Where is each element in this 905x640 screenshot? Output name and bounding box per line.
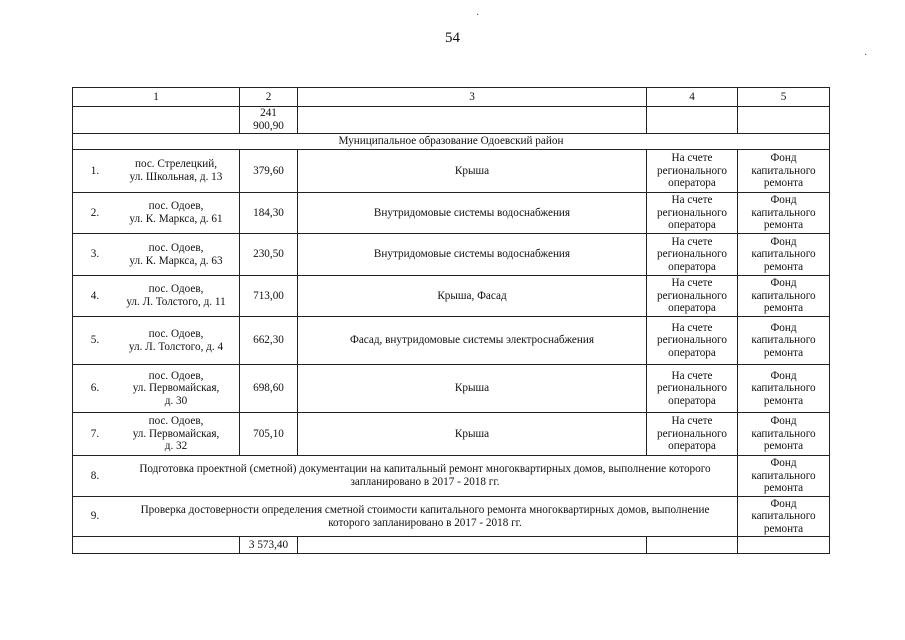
account-cell: На счете регионального оператора: [647, 193, 738, 234]
special-text: Подготовка проектной (сметной) документации на капитальный ремонт многоквартирных домов, выполнение которого запланировано в 2017 - 2018 гг.: [139, 463, 711, 488]
amount: 662,30: [240, 317, 298, 365]
work-type: Фасад, внутридомовые системы электроснабжения: [298, 317, 647, 365]
address-cell: [73, 276, 240, 317]
address-cell: [73, 150, 240, 193]
address: пос. Одоев, ул. Первомайская, д. 30: [132, 369, 220, 407]
section-row: [73, 134, 830, 150]
address-cell: [73, 413, 240, 456]
special-row: [73, 497, 830, 537]
special-text: Проверка достоверности определения сметной стоимости капитального ремонта многоквартирных домов, выполнение которого запланировано в 2017 - 2018 гг.: [140, 503, 710, 529]
row-number: 4.: [90, 289, 100, 302]
table-row: [73, 365, 830, 413]
header-cell: 4: [647, 88, 738, 107]
work-type: Крыша: [298, 365, 647, 413]
header-cell: 1: [73, 88, 240, 107]
header-cell: 5: [738, 88, 830, 107]
table-row: [73, 193, 830, 234]
amount: 698,60: [240, 365, 298, 413]
works-table: [72, 87, 830, 554]
work-type: Крыша: [298, 150, 647, 193]
funding-source: Фонд капитального ремонта: [738, 497, 830, 537]
address: пос. Одоев, ул. Л. Толстого, д. 11: [126, 283, 226, 308]
work-type: Внутридомовые системы водоснабжения: [298, 234, 647, 276]
amount: 230,50: [240, 234, 298, 276]
row-number: 1.: [90, 164, 100, 177]
account-cell: На счете регионального оператора: [647, 413, 738, 456]
address: пос. Стрелецкий, ул. Школьная, д. 13: [129, 158, 223, 183]
funding-source: Фонд капитального ремонта: [738, 413, 830, 456]
address: пос. Одоев, ул. Л. Толстого, д. 4: [128, 327, 224, 353]
row-number: 8.: [90, 469, 100, 482]
funding-source: Фонд капитального ремонта: [738, 276, 830, 317]
address-cell: [73, 234, 240, 276]
empty-cell: [647, 537, 738, 554]
work-type: Крыша, Фасад: [298, 276, 647, 317]
table-row: [73, 234, 830, 276]
work-type: Внутридомовые системы водоснабжения: [298, 193, 647, 234]
account-cell: На счете регионального оператора: [647, 317, 738, 365]
table-row: [73, 413, 830, 456]
special-row: [73, 456, 830, 497]
scan-speck: ·: [864, 50, 868, 61]
account-cell: На счете регионального оператора: [647, 150, 738, 193]
section-title: Муниципальное образование Одоевский район: [73, 134, 830, 150]
address-cell: [73, 317, 240, 365]
funding-source: Фонд капитального ремонта: [738, 193, 830, 234]
amount: 379,60: [240, 150, 298, 193]
empty-cell: [298, 107, 647, 134]
header-cell: 2: [240, 88, 298, 107]
row-number: 5.: [90, 334, 100, 347]
amount: 713,00: [240, 276, 298, 317]
total-amount: 3 573,40: [240, 537, 298, 554]
funding-source: Фонд капитального ремонта: [738, 456, 830, 497]
special-cell: [73, 497, 738, 537]
address-cell: [73, 365, 240, 413]
funding-source: Фонд капитального ремонта: [738, 365, 830, 413]
funding-source: Фонд капитального ремонта: [738, 150, 830, 193]
amount: 184,30: [240, 193, 298, 234]
work-type: Крыша: [298, 413, 647, 456]
row-number: 6.: [90, 382, 100, 395]
total-row: [73, 537, 830, 554]
row-number: 7.: [90, 427, 100, 440]
account-cell: На счете регионального оператора: [647, 234, 738, 276]
address-cell: [73, 193, 240, 234]
empty-cell: [73, 537, 240, 554]
empty-cell: [298, 537, 647, 554]
page-number: 54: [445, 30, 460, 46]
table-row: [73, 317, 830, 365]
table-row: [73, 150, 830, 193]
scan-speck: ·: [476, 10, 480, 21]
header-row: [73, 88, 830, 107]
address: пос. Одоев, ул. К. Маркса, д. 61: [129, 200, 223, 225]
account-cell: На счете регионального оператора: [647, 365, 738, 413]
empty-cell: [647, 107, 738, 134]
empty-cell: [738, 537, 830, 554]
address: пос. Одоев, ул. Первомайская, д. 32: [132, 415, 220, 453]
row-number: 3.: [90, 248, 100, 261]
address: пос. Одоев, ул. К. Маркса, д. 63: [129, 241, 223, 267]
carry-over-amount: 241 900,90: [240, 107, 298, 134]
funding-source: Фонд капитального ремонта: [738, 234, 830, 276]
row-number: 2.: [90, 206, 100, 219]
amount: 705,10: [240, 413, 298, 456]
header-cell: 3: [298, 88, 647, 107]
row-number: 9.: [90, 510, 100, 523]
empty-cell: [73, 107, 240, 134]
carry-over-row: [73, 107, 830, 134]
empty-cell: [738, 107, 830, 134]
special-cell: [73, 456, 738, 497]
table-row: [73, 276, 830, 317]
account-cell: На счете регионального оператора: [647, 276, 738, 317]
funding-source: Фонд капитального ремонта: [738, 317, 830, 365]
